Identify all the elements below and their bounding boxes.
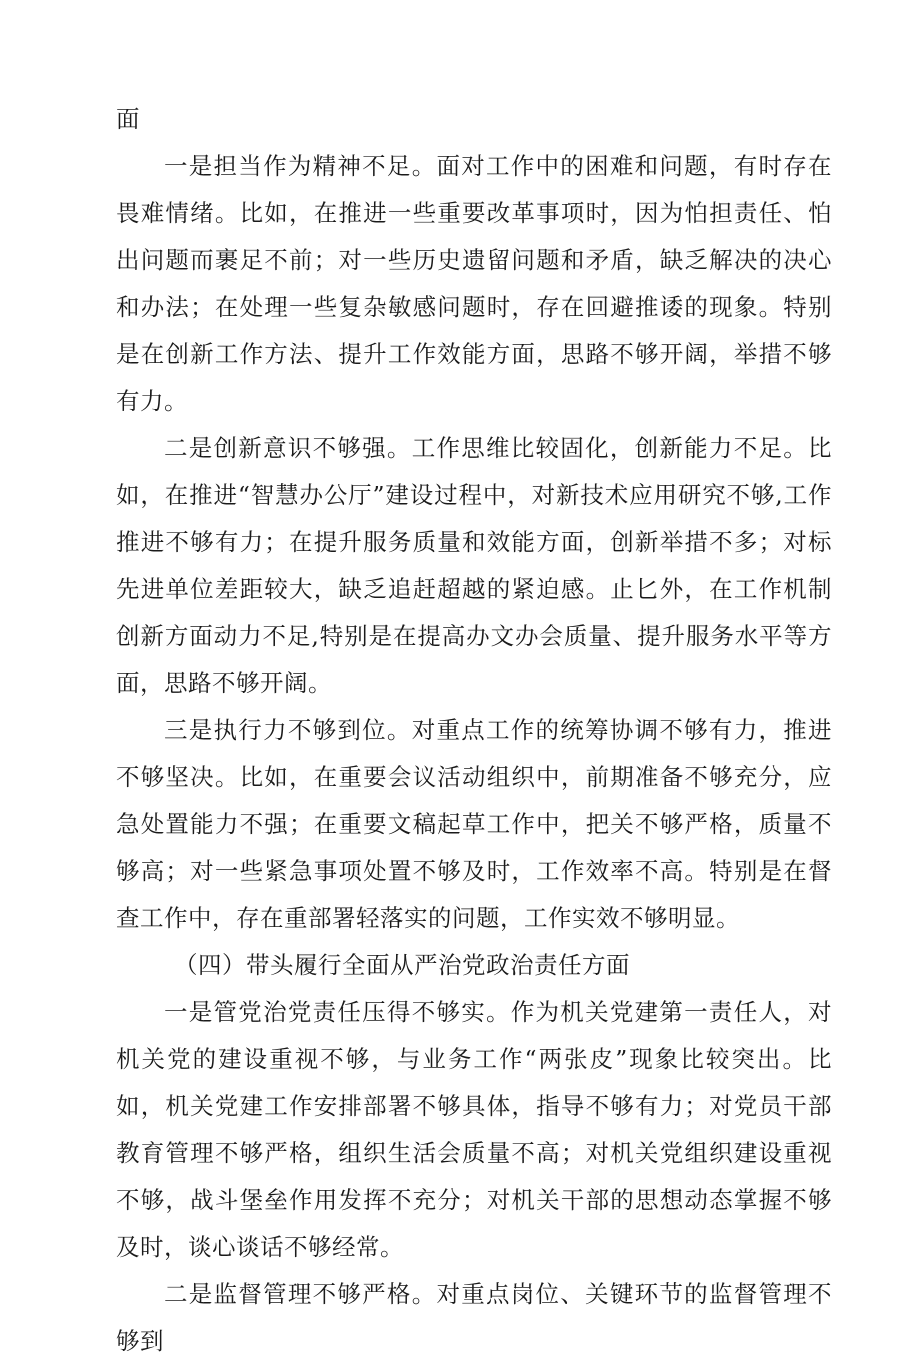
paragraph-innovation-awareness: 二是创新意识不够强。工作思维比较固化，创新能力不足。比如，在推进“智慧办公厅”建设过程中，对新技术应用研究不够,工作推进不够有力；在提升服务质量和效能方面，创新举措不多；对标先进单位差距较大，缺乏追赶超越的紧迫感。止匕外，在工作机制创新方面动力不足,特别是在提高办文办会质量、提升服务水平等方面，思路不够开阔。: [116, 434, 832, 697]
paragraph-party-governance: 一是管党治党责任压得不够实。作为机关党建第一责任人，对机关党的建设重视不够，与业务工作“两张皮”现象比较突出。比如，机关党建工作安排部署不够具体，指导不够有力；对党员干部教育管理不够严格，组织生活会质量不高；对机关党组织建设重视不够，战斗堡垒作用发挥不充分；对机关干部的思想动态掌握不够及时，谈心谈话不够经常。: [116, 998, 832, 1261]
paragraph-responsibility-spirit: 一是担当作为精神不足。面对工作中的困难和问题，有时存在畏难情绪。比如，在推进一些重要改革事项时，因为怕担责任、怕出问题而裹足不前；对一些历史遗留问题和矛盾，缺乏解决的决心和办法；在处理一些复杂敏感问题时，存在回避推诿的现象。特别是在创新工作方法、提升工作效能方面，思路不够开阔，举措不够有力。: [116, 152, 832, 415]
section-heading-four: （四）带头履行全面从严治党政治责任方面: [174, 951, 630, 979]
paragraph-execution: 三是执行力不够到位。对重点工作的统筹协调不够有力，推进不够坚决。比如，在重要会议活动组织中，前期准备不够充分，应急处置能力不强；在重要文稿起草工作中，把关不够严格，质量不够高；对一些紧急事项处置不够及时，工作效率不高。特别是在督查工作中，存在重部署轻落实的问题，工作实效不够明显。: [116, 716, 832, 932]
paragraph-continuation: 面: [116, 105, 140, 133]
document-body: [116, 96, 832, 1365]
paragraph-supervision: 二是监督管理不够严格。对重点岗位、关键环节的监督管理不够到: [116, 1280, 832, 1355]
